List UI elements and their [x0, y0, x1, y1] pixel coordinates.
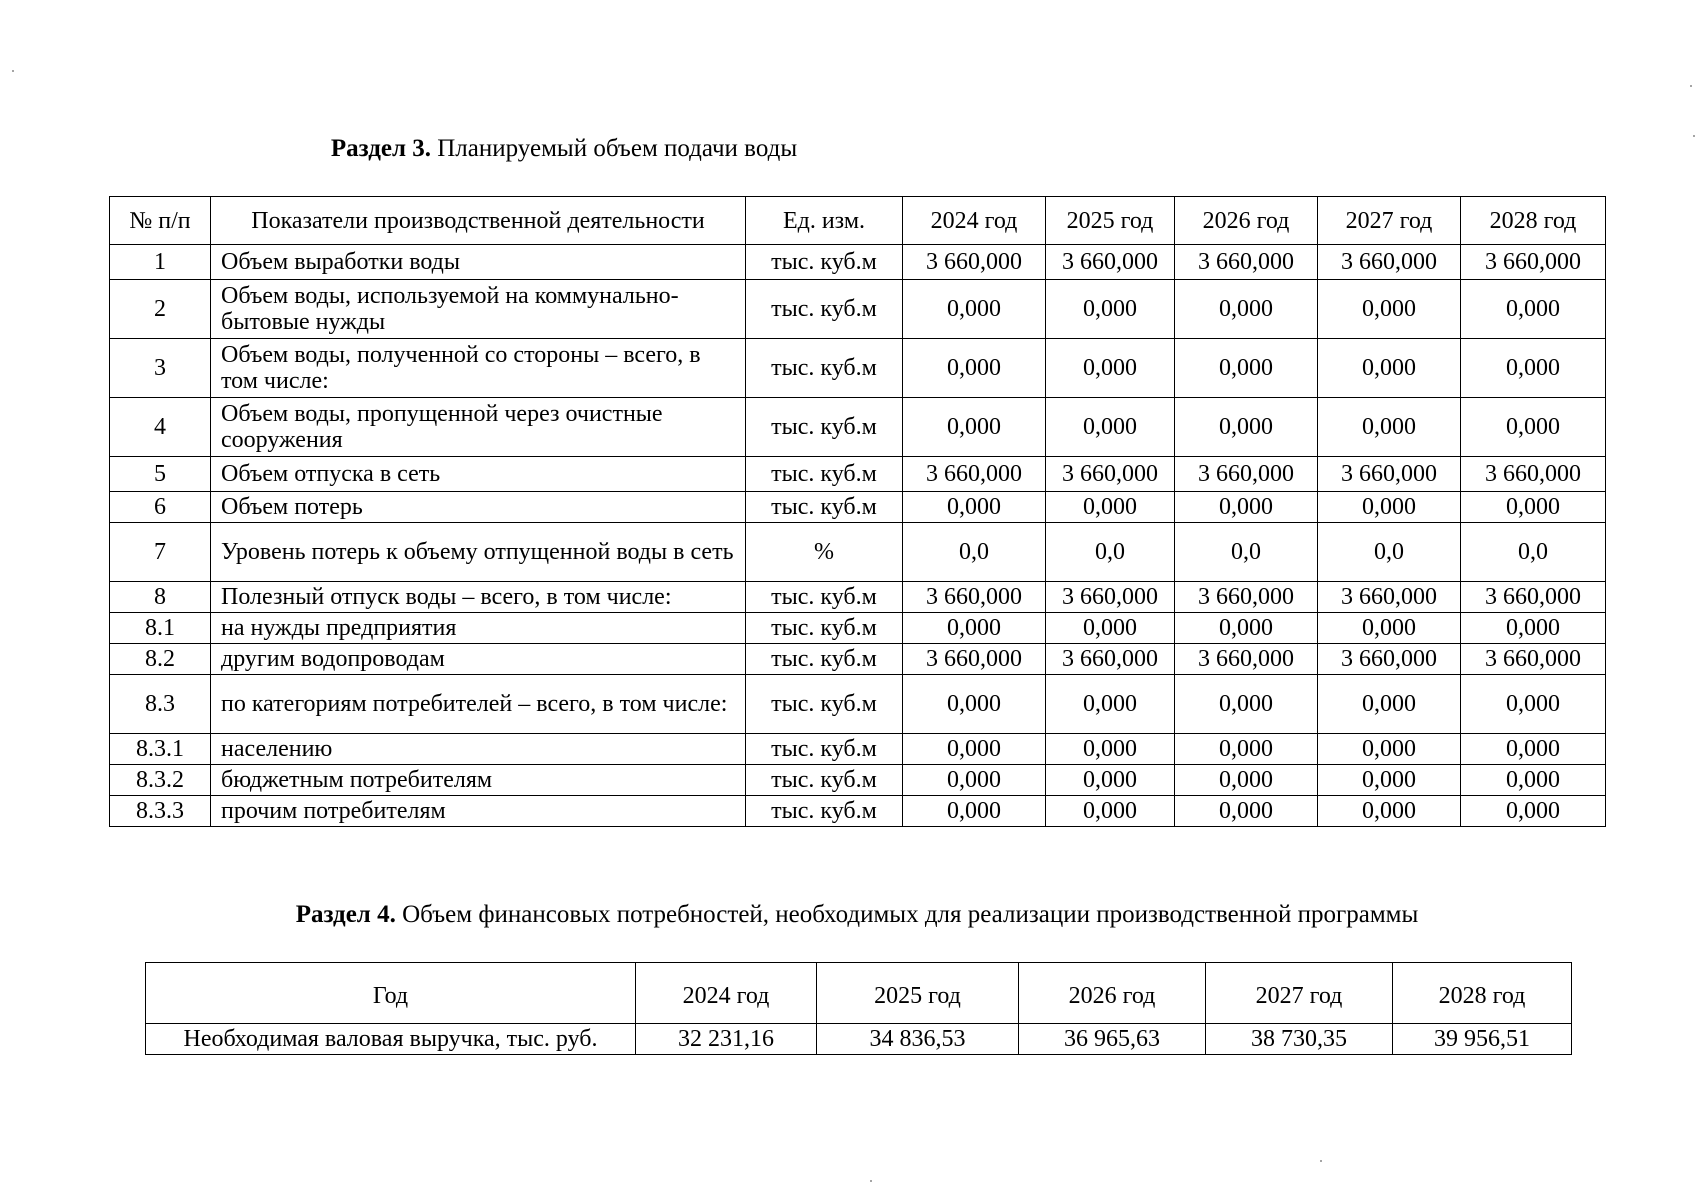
value-cell: 0,000	[903, 765, 1046, 796]
header-cell: 2024 год	[636, 963, 817, 1024]
table-row	[110, 339, 1606, 398]
value-cell: 0,0	[1175, 523, 1318, 582]
value-cell: 0,000	[1461, 398, 1606, 457]
unit-cell: тыс. куб.м	[746, 457, 903, 492]
indicator-name: другим водопроводам	[211, 644, 746, 675]
value-cell: 0,000	[903, 492, 1046, 523]
indicator-name: прочим потребителям	[211, 796, 746, 827]
table-row	[110, 734, 1606, 765]
indicator-name: на нужды предприятия	[211, 613, 746, 644]
indicator-name: Объем потерь	[211, 492, 746, 523]
value-cell: 0,000	[1318, 675, 1461, 734]
value-cell: 3 660,000	[903, 644, 1046, 675]
section-4-title	[0, 900, 1704, 930]
header-cell: 2027 год	[1318, 197, 1461, 245]
value-cell: 0,000	[903, 734, 1046, 765]
table-row	[110, 457, 1606, 492]
value-cell: 0,000	[1461, 796, 1606, 827]
table-header-row	[110, 197, 1606, 245]
value-cell: 0,000	[1046, 734, 1175, 765]
row-number: 5	[110, 457, 211, 492]
value-cell: 0,000	[903, 280, 1046, 339]
value-cell: 0,000	[1046, 765, 1175, 796]
indicator-name: Объем отпуска в сеть	[211, 457, 746, 492]
value-cell: 3 660,000	[1318, 582, 1461, 613]
value-cell: 36 965,63	[1019, 1024, 1206, 1055]
value-cell: 3 660,000	[1461, 245, 1606, 280]
value-cell: 0,000	[1175, 734, 1318, 765]
indicator-name: бюджетным потребителям	[211, 765, 746, 796]
value-cell: 3 660,000	[1461, 582, 1606, 613]
unit-cell: тыс. куб.м	[746, 734, 903, 765]
row-number: 1	[110, 245, 211, 280]
value-cell: 0,000	[1046, 398, 1175, 457]
table-row	[110, 796, 1606, 827]
unit-cell: тыс. куб.м	[746, 675, 903, 734]
value-cell: 0,000	[1461, 613, 1606, 644]
value-cell: 3 660,000	[903, 245, 1046, 280]
table-header-row	[146, 963, 1572, 1024]
unit-cell: тыс. куб.м	[746, 339, 903, 398]
value-cell: 3 660,000	[1318, 245, 1461, 280]
header-cell: 2026 год	[1175, 197, 1318, 245]
value-cell: 0,000	[1318, 796, 1461, 827]
header-cell: Показатели производственной деятельности	[211, 197, 746, 245]
indicator-name: Объем выработки воды	[211, 245, 746, 280]
value-cell: 0,000	[1461, 765, 1606, 796]
value-cell: 0,000	[1175, 339, 1318, 398]
row-number: 8.3	[110, 675, 211, 734]
value-cell: 0,0	[1461, 523, 1606, 582]
value-cell: 3 660,000	[1175, 582, 1318, 613]
table-row	[110, 523, 1606, 582]
value-cell: 0,000	[1318, 492, 1461, 523]
water-supply-table	[109, 196, 1606, 827]
value-cell: 0,000	[1046, 339, 1175, 398]
header-cell: 2027 год	[1206, 963, 1393, 1024]
unit-cell: тыс. куб.м	[746, 644, 903, 675]
table-row	[110, 398, 1606, 457]
table-row	[110, 245, 1606, 280]
value-cell: 3 660,000	[1175, 245, 1318, 280]
value-cell: 0,000	[1318, 613, 1461, 644]
indicator-name: Объем воды, используемой на коммунально-бытовые нужды	[211, 280, 746, 339]
row-number: 7	[110, 523, 211, 582]
scan-speck	[870, 1180, 872, 1182]
section-3-label: Раздел 3.	[330, 135, 431, 162]
value-cell: 0,0	[1318, 523, 1461, 582]
value-cell: 0,000	[1318, 280, 1461, 339]
value-cell: 0,000	[903, 398, 1046, 457]
row-number: 2	[110, 280, 211, 339]
row-number: 6	[110, 492, 211, 523]
value-cell: 0,000	[1175, 492, 1318, 523]
value-cell: 0,000	[903, 339, 1046, 398]
value-cell: 3 660,000	[903, 457, 1046, 492]
header-cell: 2025 год	[817, 963, 1019, 1024]
indicator-name: Полезный отпуск воды – всего, в том числе:	[211, 582, 746, 613]
value-cell: 0,000	[1046, 613, 1175, 644]
scan-speck	[12, 70, 14, 72]
value-cell: 39 956,51	[1393, 1024, 1572, 1055]
row-number: 8.3.3	[110, 796, 211, 827]
value-cell: 0,000	[1461, 280, 1606, 339]
unit-cell: тыс. куб.м	[746, 492, 903, 523]
header-cell: № п/п	[110, 197, 211, 245]
value-cell: 0,000	[903, 675, 1046, 734]
section-4-label: Раздел 4.	[295, 901, 396, 928]
unit-cell: тыс. куб.м	[746, 613, 903, 644]
table-row	[146, 1024, 1572, 1055]
value-cell: 0,0	[903, 523, 1046, 582]
table-row	[110, 675, 1606, 734]
row-number: 8	[110, 582, 211, 613]
header-cell: 2028 год	[1393, 963, 1572, 1024]
scan-speck	[1693, 135, 1695, 137]
value-cell: 3 660,000	[1175, 644, 1318, 675]
value-cell: 0,000	[1175, 765, 1318, 796]
row-number: 8.2	[110, 644, 211, 675]
unit-cell: тыс. куб.м	[746, 245, 903, 280]
table-row	[110, 613, 1606, 644]
value-cell: 3 660,000	[1318, 457, 1461, 492]
header-cell: 2024 год	[903, 197, 1046, 245]
value-cell: 0,000	[1461, 734, 1606, 765]
section-3-title	[0, 134, 1128, 164]
header-cell: 2028 год	[1461, 197, 1606, 245]
indicator-name: по категориям потребителей – всего, в том числе:	[211, 675, 746, 734]
header-cell: 2026 год	[1019, 963, 1206, 1024]
indicator-name: Объем воды, полученной со стороны – всего, в том числе:	[211, 339, 746, 398]
value-cell: 0,000	[1461, 675, 1606, 734]
scan-speck	[1320, 1160, 1322, 1162]
value-cell: 0,000	[1046, 796, 1175, 827]
row-number: 3	[110, 339, 211, 398]
value-cell: 0,000	[1046, 492, 1175, 523]
unit-cell: тыс. куб.м	[746, 398, 903, 457]
row-number: 8.1	[110, 613, 211, 644]
value-cell: 38 730,35	[1206, 1024, 1393, 1055]
value-cell: 0,000	[1175, 398, 1318, 457]
value-cell: 3 660,000	[1461, 644, 1606, 675]
section-3-title-text: Планируемый объем подачи воды	[437, 135, 798, 162]
indicator-name: населению	[211, 734, 746, 765]
value-cell: 0,000	[1175, 796, 1318, 827]
value-cell: 3 660,000	[1046, 245, 1175, 280]
value-cell: 34 836,53	[817, 1024, 1019, 1055]
value-cell: 0,000	[1046, 675, 1175, 734]
table-row	[110, 492, 1606, 523]
indicator-name: Уровень потерь к объему отпущенной воды в сеть	[211, 523, 746, 582]
unit-cell: %	[746, 523, 903, 582]
table-row	[110, 765, 1606, 796]
value-cell: 3 660,000	[1046, 582, 1175, 613]
unit-cell: тыс. куб.м	[746, 765, 903, 796]
header-cell: Год	[146, 963, 636, 1024]
financial-needs-table	[145, 962, 1572, 1055]
unit-cell: тыс. куб.м	[746, 280, 903, 339]
value-cell: 3 660,000	[1461, 457, 1606, 492]
value-cell: 0,000	[1175, 280, 1318, 339]
table-row	[110, 644, 1606, 675]
header-cell: Ед. изм.	[746, 197, 903, 245]
row-name: Необходимая валовая выручка, тыс. руб.	[146, 1024, 636, 1055]
indicator-name: Объем воды, пропущенной через очистные сооружения	[211, 398, 746, 457]
value-cell: 0,000	[1318, 734, 1461, 765]
value-cell: 0,000	[1318, 765, 1461, 796]
scan-speck	[1690, 85, 1692, 87]
value-cell: 3 660,000	[1318, 644, 1461, 675]
unit-cell: тыс. куб.м	[746, 582, 903, 613]
row-number: 8.3.2	[110, 765, 211, 796]
value-cell: 3 660,000	[903, 582, 1046, 613]
value-cell: 0,000	[1318, 339, 1461, 398]
value-cell: 0,000	[1461, 492, 1606, 523]
table-row	[110, 582, 1606, 613]
value-cell: 3 660,000	[1175, 457, 1318, 492]
section-4-title-text: Объем финансовых потребностей, необходимых для реализации производственной программы	[402, 901, 1419, 928]
value-cell: 3 660,000	[1046, 457, 1175, 492]
header-cell: 2025 год	[1046, 197, 1175, 245]
value-cell: 0,000	[1175, 613, 1318, 644]
table-row	[110, 280, 1606, 339]
value-cell: 0,000	[1461, 339, 1606, 398]
row-number: 8.3.1	[110, 734, 211, 765]
value-cell: 0,000	[1175, 675, 1318, 734]
unit-cell: тыс. куб.м	[746, 796, 903, 827]
value-cell: 0,000	[1318, 398, 1461, 457]
value-cell: 0,0	[1046, 523, 1175, 582]
value-cell: 0,000	[1046, 280, 1175, 339]
value-cell: 3 660,000	[1046, 644, 1175, 675]
value-cell: 0,000	[903, 613, 1046, 644]
value-cell: 32 231,16	[636, 1024, 817, 1055]
row-number: 4	[110, 398, 211, 457]
value-cell: 0,000	[903, 796, 1046, 827]
